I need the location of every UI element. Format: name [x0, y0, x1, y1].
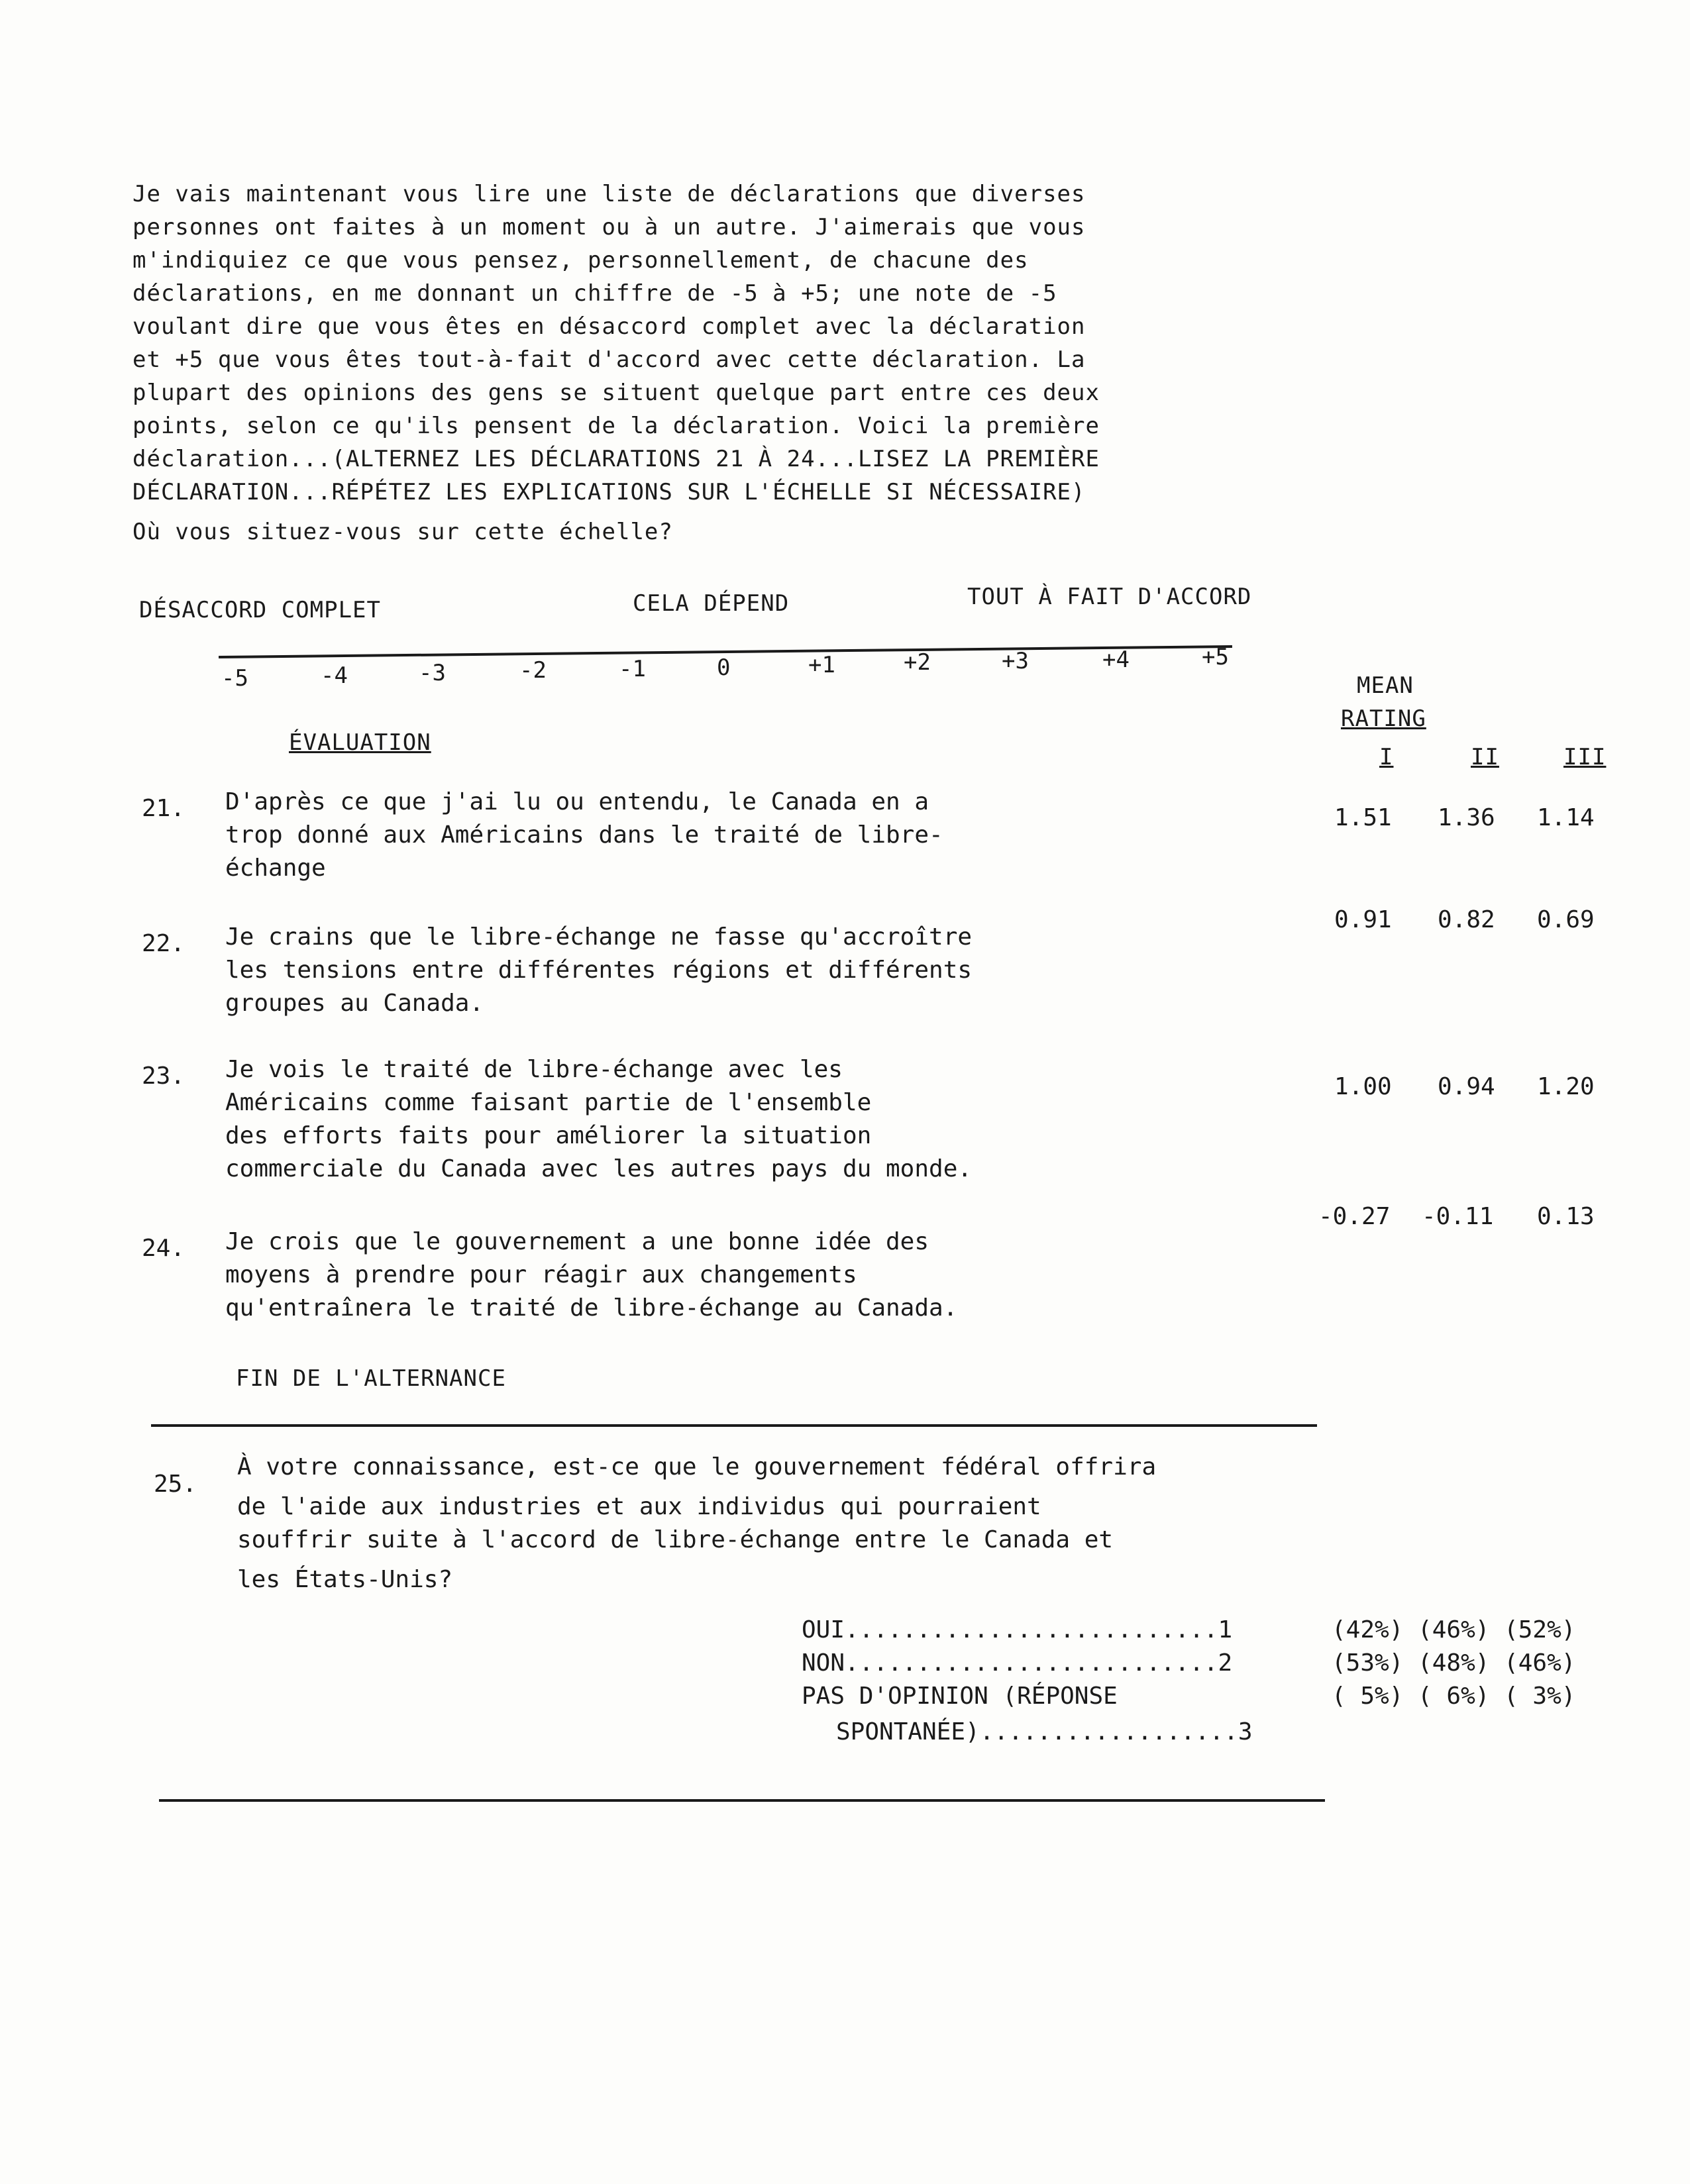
- mean-rating-value: 0.91: [1334, 906, 1392, 933]
- option-oui-pct: (42%) (46%) (52%): [1332, 1616, 1576, 1643]
- instruction-line-6: et +5 que vous êtes tout-à-fait d'accord avec cette déclaration. La: [132, 346, 1086, 373]
- statement-line: groupes au Canada.: [225, 990, 484, 1017]
- statement-line: Américains comme faisant partie de l'ensemble: [225, 1089, 872, 1116]
- statement-line: échange: [225, 855, 326, 882]
- mean-rating-value: 1.00: [1334, 1073, 1392, 1100]
- question-25-line-1: À votre connaissance, est-ce que le gouvernement fédéral offrira: [237, 1453, 1157, 1481]
- instruction-line-10: DÉCLARATION...RÉPÉTEZ LES EXPLICATIONS SUR L'ÉCHELLE SI NÉCESSAIRE): [132, 479, 1086, 505]
- instruction-line-1: Je vais maintenant vous lire une liste de déclarations que diverses: [132, 181, 1086, 207]
- instruction-line-3-text: m'indiquiez ce que vous pensez, personnellement, de chacune des: [132, 247, 1029, 274]
- mean-rating-value: 0.13: [1537, 1203, 1595, 1230]
- mean-rating-value: 1.14: [1537, 804, 1595, 831]
- question-25-number: 25.: [154, 1471, 197, 1498]
- scale-point: +4: [1102, 647, 1130, 673]
- mean-rating-header-2: RATING: [1341, 705, 1426, 732]
- mean-rating-col-1: I: [1379, 744, 1394, 770]
- mean-rating-value: 1.36: [1438, 804, 1495, 831]
- mean-rating-value: -0.27: [1318, 1203, 1391, 1230]
- scale-point: 0: [717, 654, 731, 681]
- instruction-line-11: Où vous situez-vous sur cette échelle?: [132, 519, 673, 545]
- statement-line: Je crains que le libre-échange ne fasse qu'accroître: [225, 923, 973, 951]
- scale-point: +1: [808, 652, 835, 678]
- statement-line: moyens à prendre pour réagir aux changements: [225, 1261, 857, 1288]
- option-pas-opinion-pct: ( 5%) ( 6%) ( 3%): [1332, 1683, 1576, 1710]
- statement-line: qu'entraînera le traité de libre-échange au Canada.: [225, 1294, 958, 1322]
- scale-right-label: TOUT À FAIT D'ACCORD: [967, 584, 1252, 610]
- instruction-line-7: plupart des opinions des gens se situent quelque part entre ces deux: [132, 380, 1100, 406]
- option-non-pct: (53%) (48%) (46%): [1332, 1649, 1576, 1677]
- instruction-line-2: personnes ont faites à un moment ou à un autre. J'aimerais que vous: [132, 214, 1086, 240]
- evaluation-label: ÉVALUATION: [289, 729, 431, 756]
- option-spontanee: SPONTANÉE)..................3: [836, 1718, 1253, 1745]
- instruction-line-5: voulant dire que vous êtes en désaccord complet avec la déclaration: [132, 313, 1086, 340]
- statement-line: Je crois que le gouvernement a une bonne idée des: [225, 1228, 929, 1255]
- scale-middle-label: CELA DÉPEND: [633, 590, 790, 617]
- statement-number: 24.: [142, 1235, 185, 1262]
- statement-line: D'après ce que j'ai lu ou entendu, le Canada en a: [225, 788, 929, 815]
- mean-rating-value: 1.51: [1334, 804, 1392, 831]
- mean-rating-value: -0.11: [1422, 1203, 1494, 1230]
- mean-rating-header-1: MEAN: [1357, 672, 1414, 699]
- statement-line: des efforts faits pour améliorer la situation: [225, 1122, 872, 1149]
- question-25-line-4: les États-Unis?: [237, 1566, 453, 1593]
- option-non: NON..........................2: [802, 1649, 1233, 1677]
- statement-line: trop donné aux Américains dans le traité de libre-: [225, 821, 943, 849]
- statement-line: Je vois le traité de libre-échange avec les: [225, 1056, 843, 1083]
- question-25-line-2: de l'aide aux industries et aux individus qui pourraient: [237, 1493, 1041, 1520]
- mean-rating-col-2: II: [1471, 744, 1499, 770]
- scale-point: +3: [1002, 648, 1029, 674]
- divider-bottom: [159, 1799, 1325, 1802]
- mean-rating-value: 0.69: [1537, 906, 1595, 933]
- instruction-line-8: points, selon ce qu'ils pensent de la déclaration. Voici la première: [132, 413, 1100, 439]
- mean-rating-value: 0.94: [1438, 1073, 1495, 1100]
- end-alternance-label: FIN DE L'ALTERNANCE: [236, 1365, 506, 1392]
- mean-rating-col-3: III: [1563, 744, 1607, 770]
- scale-point: -4: [321, 662, 348, 689]
- scale-point: +5: [1202, 644, 1229, 670]
- scale-point: -1: [619, 656, 646, 682]
- scale-left-label: DÉSACCORD COMPLET: [139, 597, 381, 623]
- scale-point: -5: [221, 665, 248, 692]
- statement-number: 21.: [142, 795, 185, 822]
- scale-point: -2: [519, 657, 547, 684]
- mean-rating-value: 1.20: [1537, 1073, 1595, 1100]
- option-oui: OUI..........................1: [802, 1616, 1233, 1643]
- instruction-line-4: déclarations, en me donnant un chiffre de -5 à +5; une note de -5: [132, 280, 1057, 307]
- divider-top: [151, 1424, 1317, 1427]
- statement-number: 22.: [142, 930, 185, 957]
- question-25-line-3: souffrir suite à l'accord de libre-échange entre le Canada et: [237, 1526, 1114, 1553]
- statement-number: 23.: [142, 1063, 185, 1090]
- instruction-line-9: déclaration...(ALTERNEZ LES DÉCLARATIONS 21 À 24...LISEZ LA PREMIÈRE: [132, 446, 1100, 472]
- scale-point: -3: [419, 660, 446, 686]
- mean-rating-value: 0.82: [1438, 906, 1495, 933]
- statement-line: commerciale du Canada avec les autres pays du monde.: [225, 1155, 973, 1182]
- scale-point: +2: [904, 649, 931, 676]
- statement-line: les tensions entre différentes régions et différents: [225, 957, 973, 984]
- instruction-line-3: [132, 244, 1029, 277]
- option-pas-opinion: PAS D'OPINION (RÉPONSE: [802, 1683, 1118, 1710]
